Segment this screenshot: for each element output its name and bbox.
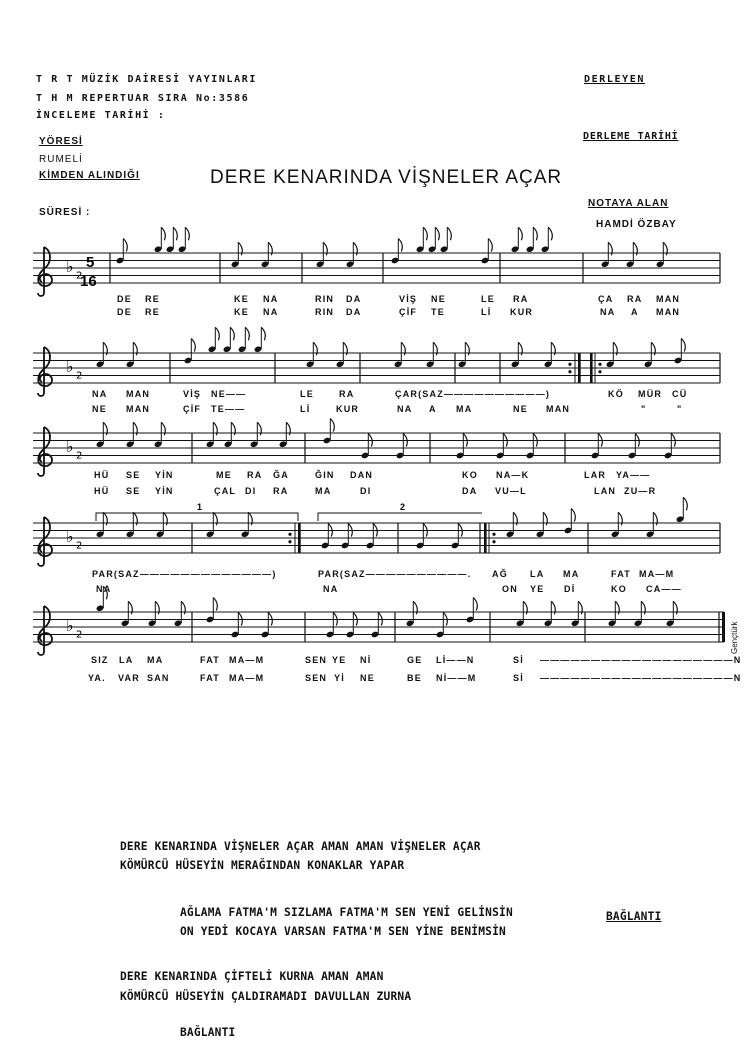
lyric-syllable: KO bbox=[462, 470, 478, 480]
lyric-syllable: GE bbox=[407, 655, 423, 665]
note-flag bbox=[245, 327, 249, 340]
lyric-syllable: ÇİF bbox=[399, 307, 418, 317]
time-signature-top: 5 bbox=[86, 254, 95, 271]
flat-icon: ♭ bbox=[66, 527, 74, 546]
note-flag bbox=[161, 227, 165, 240]
region-value: RUMELİ bbox=[39, 154, 83, 165]
lyric-syllable: MA bbox=[315, 486, 332, 496]
lyric-syllable: VU—L bbox=[495, 486, 527, 496]
lyric-syllable: VİŞ bbox=[399, 294, 418, 304]
lyric-syllable: SEN bbox=[305, 655, 328, 665]
lyric-syllable: LAR bbox=[584, 470, 607, 480]
repeat-start-thick bbox=[590, 353, 593, 383]
lyric-syllable: RA bbox=[513, 294, 529, 304]
lyric-syllable: SIZ bbox=[91, 655, 109, 665]
volta-2 bbox=[318, 513, 482, 521]
lyric-syllable: YİN bbox=[155, 486, 174, 496]
lyric-syllable: FAT bbox=[200, 655, 220, 665]
lyric-syllable: RE bbox=[145, 307, 160, 317]
lyric-syllable: FAT bbox=[200, 673, 220, 683]
superscript-2: 2 bbox=[76, 629, 83, 641]
lyric-syllable: Dİ bbox=[564, 584, 576, 594]
lyric-syllable: ZU—R bbox=[624, 486, 657, 496]
lyric-syllable: Lİ——N bbox=[436, 655, 475, 665]
note-flag bbox=[683, 497, 687, 510]
collection-date-label: DERLEME TARİHİ bbox=[583, 131, 679, 142]
lyric-syllable: NA bbox=[323, 584, 339, 594]
treble-clef-icon bbox=[38, 517, 52, 566]
lyric-syllable: NA bbox=[263, 294, 279, 304]
lyric-syllable: ———————————————————N bbox=[540, 655, 742, 665]
lyric-syllable: RA bbox=[273, 486, 289, 496]
compiler-label: DERLEYEN bbox=[584, 74, 645, 85]
staff-system-4 bbox=[0, 502, 750, 575]
lyric-syllable: A bbox=[631, 307, 639, 317]
lyric-syllable: RE bbox=[145, 294, 160, 304]
repeat-end-dot bbox=[568, 363, 571, 366]
repeat-start-dot bbox=[492, 540, 495, 543]
lyric-syllable: PAR(SAZ—————————————) bbox=[92, 569, 277, 579]
lyric-syllable: VAR bbox=[118, 673, 140, 683]
flat-icon: ♭ bbox=[66, 437, 74, 456]
lyric-syllable: LA bbox=[530, 569, 545, 579]
lyric-syllable: SAN bbox=[147, 673, 170, 683]
repeat-start-dot bbox=[598, 363, 601, 366]
note-flag bbox=[230, 327, 234, 340]
note-flag bbox=[533, 227, 537, 240]
lyric-syllable: ĞIN bbox=[315, 470, 335, 480]
lyric-syllable: RA bbox=[247, 470, 263, 480]
lyric-syllable: VİŞ bbox=[183, 389, 202, 399]
lyric-syllable: HÜ bbox=[94, 470, 110, 480]
lyric-syllable: SEN bbox=[305, 673, 328, 683]
lyric-syllable: KE bbox=[234, 294, 249, 304]
note-flag bbox=[571, 509, 575, 522]
lyric-syllable: BE bbox=[407, 673, 422, 683]
lyric-syllable: NA bbox=[92, 389, 108, 399]
note-flag bbox=[398, 239, 402, 252]
volta-1-label: 1 bbox=[197, 502, 203, 512]
note-flag bbox=[173, 227, 177, 240]
lyric-syllable: KO bbox=[611, 584, 627, 594]
lyric-syllable: DE bbox=[117, 294, 132, 304]
note-flag bbox=[191, 339, 195, 352]
lyric-syllable: ME bbox=[216, 470, 232, 480]
note-flag bbox=[213, 598, 217, 611]
lyric-syllable: Lİ bbox=[481, 307, 492, 317]
lyric-syllable: ———————————————————N bbox=[540, 673, 742, 683]
repeat-start-thick bbox=[484, 523, 487, 553]
repeat-end-dot bbox=[288, 533, 291, 536]
review-date-label: İNCELEME TARİHİ : bbox=[36, 110, 166, 121]
lyric-syllable: ÇAL bbox=[214, 486, 237, 496]
lyric-syllable: ÇAR(SAZ——————————) bbox=[395, 389, 551, 399]
volta-2-label: 2 bbox=[400, 502, 406, 512]
repeat-end-dot bbox=[568, 370, 571, 373]
lyric-syllable: YE bbox=[332, 655, 347, 665]
lyric-syllable: NE bbox=[92, 404, 107, 414]
note-flag bbox=[681, 339, 685, 352]
lyric-syllable: Sİ bbox=[513, 673, 524, 683]
repeat-start-dot bbox=[598, 370, 601, 373]
lyric-syllable: DA bbox=[346, 307, 362, 317]
flat-icon: ♭ bbox=[66, 616, 74, 635]
lyric-syllable: LAN bbox=[594, 486, 617, 496]
lyric-syllable: PAR(SAZ——————————. bbox=[318, 569, 472, 579]
lyric-syllable: DA bbox=[346, 294, 362, 304]
lyric-syllable: LE bbox=[481, 294, 495, 304]
lyric-syllable: " bbox=[677, 404, 683, 414]
lyric-syllable: FAT bbox=[611, 569, 631, 579]
lyric-syllable: MA bbox=[147, 655, 164, 665]
verse2-line1: DERE KENARINDA ÇİFTELİ KURNA AMAN AMAN bbox=[120, 970, 384, 983]
lyric-syllable: RA bbox=[339, 389, 355, 399]
lyric-syllable: RIN bbox=[315, 307, 335, 317]
lyric-syllable: KÖ bbox=[608, 389, 624, 399]
verse2-line2: KÖMÜRCÜ HÜSEYİN ÇALDIRAMADI DAVULLAN ZURNA bbox=[120, 990, 412, 1003]
lyric-syllable: TE bbox=[431, 307, 445, 317]
lyric-syllable: LE bbox=[300, 389, 314, 399]
lyric-syllable: SE bbox=[126, 470, 141, 480]
sidebar-credit: Gençtürk bbox=[730, 621, 739, 654]
note-flag bbox=[488, 239, 492, 252]
note-flag bbox=[518, 227, 522, 240]
note-flag bbox=[261, 327, 265, 340]
lyric-syllable: MAN bbox=[126, 389, 151, 399]
final-bar-thick bbox=[722, 612, 725, 642]
lyric-syllable: MA bbox=[456, 404, 473, 414]
superscript-2: 2 bbox=[76, 450, 83, 462]
note-flag bbox=[473, 598, 477, 611]
lyric-syllable: AĞ bbox=[492, 569, 508, 579]
note-flag bbox=[330, 419, 334, 432]
verse1-line1: DERE KENARINDA VİŞNELER AÇAR AMAN AMAN VİŞNELER AÇAR bbox=[120, 840, 481, 853]
volta-1 bbox=[96, 513, 298, 521]
lyric-syllable: KUR bbox=[510, 307, 534, 317]
lyric-syllable: NA bbox=[96, 584, 112, 594]
notation-value: HAMDİ ÖZBAY bbox=[596, 219, 677, 230]
flat-icon: ♭ bbox=[66, 257, 74, 276]
repeat-start-dot bbox=[492, 533, 495, 536]
lyric-syllable: KE bbox=[234, 307, 249, 317]
lyric-syllable: MAN bbox=[126, 404, 151, 414]
lyric-syllable: NA bbox=[263, 307, 279, 317]
chorus-line1: AĞLAMA FATMA'M SIZLAMA FATMA'M SEN YENİ GELİNSİN bbox=[180, 906, 513, 919]
repeat-end-thick bbox=[578, 353, 581, 383]
lyric-syllable: NE bbox=[513, 404, 528, 414]
superscript-2: 2 bbox=[76, 370, 83, 382]
lyric-syllable: NA bbox=[600, 307, 616, 317]
duration-label: SÜRESİ : bbox=[39, 207, 91, 218]
lyric-syllable: KUR bbox=[336, 404, 360, 414]
lyric-syllable: YA—— bbox=[616, 470, 651, 480]
note-flag bbox=[435, 227, 439, 240]
lyric-syllable: TE—— bbox=[211, 404, 246, 414]
lyric-syllable: ON bbox=[502, 584, 518, 594]
note-flag bbox=[423, 227, 427, 240]
lyric-syllable: MÜR bbox=[638, 389, 663, 399]
lyric-syllable: DAN bbox=[350, 470, 374, 480]
verse1-line2: KÖMÜRCÜ HÜSEYİN MERAĞINDAN KONAKLAR YAPAR bbox=[120, 859, 405, 872]
lyric-syllable: CA—— bbox=[646, 584, 682, 594]
flat-icon: ♭ bbox=[66, 357, 74, 376]
lyric-syllable: DI bbox=[360, 486, 372, 496]
lyric-syllable: RA bbox=[627, 294, 643, 304]
time-signature-bottom: 16 bbox=[80, 273, 97, 290]
lyric-syllable: DA bbox=[462, 486, 478, 496]
lyric-syllable: LA bbox=[119, 655, 134, 665]
note-flag bbox=[447, 227, 451, 240]
treble-clef-icon bbox=[38, 247, 52, 296]
lyric-syllable: YE bbox=[530, 584, 545, 594]
superscript-2: 2 bbox=[76, 540, 83, 552]
lyric-syllable: SE bbox=[126, 486, 141, 496]
treble-clef-icon bbox=[38, 427, 52, 476]
lyric-syllable: Nİ bbox=[360, 655, 372, 665]
lyric-syllable: MA—M bbox=[229, 655, 265, 665]
lyric-syllable: A bbox=[429, 404, 437, 414]
notation-label: NOTAYA ALAN bbox=[588, 198, 669, 209]
chorus-label-2: BAĞLANTI bbox=[180, 1026, 236, 1039]
region-label: YÖRESİ bbox=[39, 136, 83, 147]
lyric-syllable: MA—M bbox=[639, 569, 675, 579]
lyric-syllable: NA bbox=[397, 404, 413, 414]
lyric-syllable: NE—— bbox=[211, 389, 247, 399]
lyric-syllable: NA—K bbox=[496, 470, 530, 480]
lyric-syllable: YA. bbox=[88, 673, 106, 683]
chorus-label: BAĞLANTI bbox=[606, 910, 662, 923]
source-label: KİMDEN ALINDIĞI bbox=[39, 170, 140, 181]
lyric-syllable: Nİ——M bbox=[436, 673, 477, 683]
lyric-syllable: Sİ bbox=[513, 655, 524, 665]
lyric-syllable: Yİ bbox=[334, 673, 345, 683]
lyric-syllable: YİN bbox=[155, 470, 174, 480]
lyric-syllable: " bbox=[641, 404, 647, 414]
superscript-2: 2 bbox=[76, 270, 83, 282]
chorus-line2: ON YEDİ KOCAYA VARSAN FATMA'M SEN YİNE BENİMSİN bbox=[180, 925, 506, 938]
note-flag bbox=[185, 227, 189, 240]
lyric-syllable: MA—M bbox=[229, 673, 265, 683]
lyric-syllable: MAN bbox=[546, 404, 571, 414]
lyric-syllable: ÇA bbox=[598, 294, 614, 304]
lyric-syllable: ÇİF bbox=[183, 404, 202, 414]
lyric-syllable: MA bbox=[563, 569, 580, 579]
lyric-syllable: MAN bbox=[656, 294, 681, 304]
lyric-syllable: DE bbox=[117, 307, 132, 317]
treble-clef-icon bbox=[38, 347, 52, 396]
lyric-syllable: NE bbox=[360, 673, 375, 683]
treble-clef-icon bbox=[38, 606, 52, 655]
repertoire-line: T H M REPERTUAR SIRA No:3586 bbox=[36, 93, 250, 104]
note-flag bbox=[548, 227, 552, 240]
lyric-syllable: RIN bbox=[315, 294, 335, 304]
lyric-syllable: DI bbox=[245, 486, 257, 496]
note-flag bbox=[123, 239, 127, 252]
repeat-end-thick bbox=[298, 523, 301, 553]
lyric-syllable: HÜ bbox=[94, 486, 110, 496]
publisher-line: T R T MÜZİK DAİRESİ YAYINLARI bbox=[36, 74, 257, 85]
note-flag bbox=[215, 327, 219, 340]
repeat-end-dot bbox=[288, 540, 291, 543]
lyric-syllable: MAN bbox=[656, 307, 681, 317]
lyric-syllable: NE bbox=[431, 294, 446, 304]
lyric-syllable: CÜ bbox=[672, 389, 688, 399]
lyric-syllable: ĞA bbox=[273, 470, 289, 480]
lyric-syllable: Lİ bbox=[300, 404, 311, 414]
song-title: DERE KENARINDA VİŞNELER AÇAR bbox=[210, 167, 563, 188]
